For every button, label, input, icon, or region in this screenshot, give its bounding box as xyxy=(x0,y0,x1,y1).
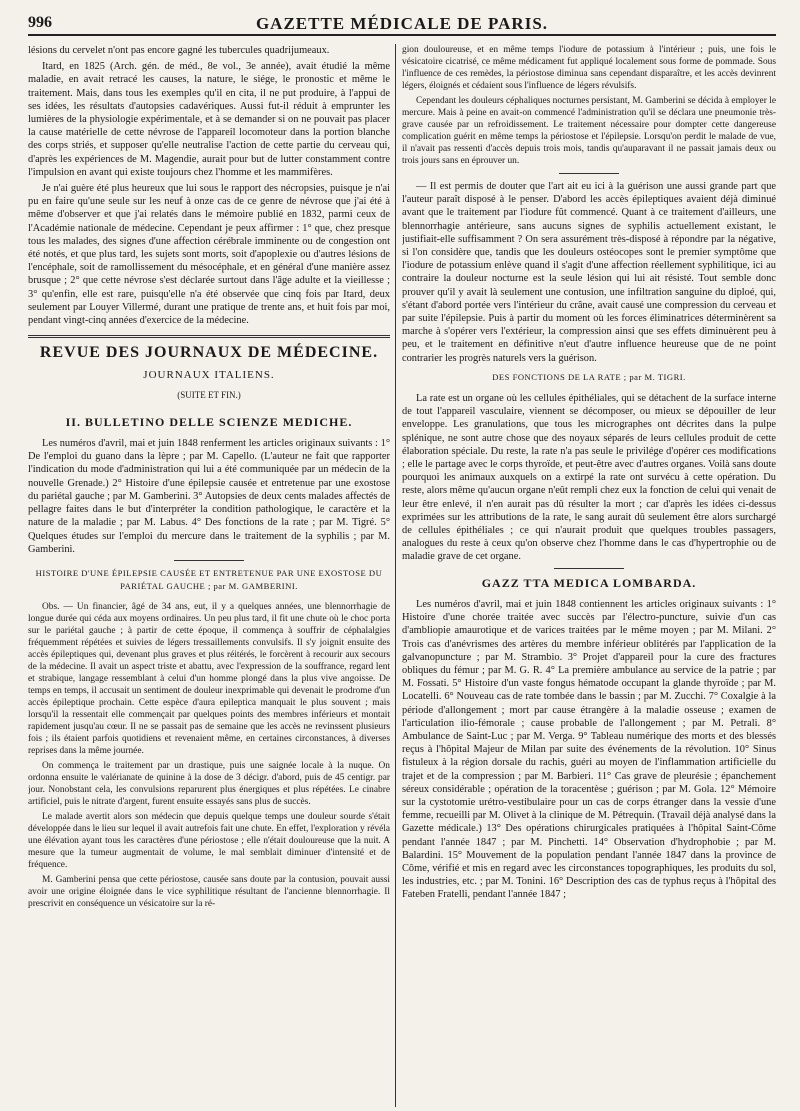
article-title-rate: DES FONCTIONS DE LA RATE ; par M. TIGRI. xyxy=(492,371,686,382)
paragraph: La rate est un organe où les cellules épithéliales, qui se détachent de la surface interne de tout l'appareil vasculaire, viennent se décomposer, ou mieux se dépouiller de leur enveloppe. Les granulations, que tous les micrographes ont décrites dans la pulpe splénique, ne sont autre chose que des noyaux séparés de leurs cellules produit de cette élaboration spéciale. Du reste, la rate n'a pas seule le privilége d'opérer ces modifications ; elle le partage avec le corps thyroïde, et peut-être avec d'autres organes. Voilà sans doute pourquoi les animaux auxquels on a extirpé la rate ont survécu à cette opération. Du reste, alors même qu'aucun organe n'eût rempli chez eux la fonction de celui qui venait de leur être enlevé, il n'en aurait pas dû résulter la mort ; car d'après les idées ci-dessus exprimées sur les attributions de la rate, le sang aurait dû seulement être alors surchargé de cellules épithéliales ; ce qui n'aurait produit que quelques troubles passagers, analogues du reste à ceux qu'on observe chez l'homme dans le cas d'hypertrophie ou de maladie grave de cet organe. xyxy=(402,393,776,563)
section-heading-revue: REVUE DES JOURNAUX DE MÉDECINE. xyxy=(39,344,379,362)
journal-title: GAZETTE MÉDICALE DE PARIS. xyxy=(255,14,549,33)
paragraph: On commença le traitement par un drastique, puis une saignée locale à la nuque. On ordonna ensuite le valérianate de quinine à la dose de 3 décigr. d'abord, puis de 45 centigr. par jour. Nonobstant cela, les convulsions reparurent plus énergiques et plus répétées. Le cinabre artificiel, puis le nitrate d'argent, furent ensuite essayés sans plus de succès. xyxy=(28,761,390,808)
paragraph: Cependant les douleurs céphaliques nocturnes persistant, M. Gamberini se décida à employer le mercure. Mais à peine en avait-on commencé l'administration qu'il se déclara une pneumonie très-grave causée par un refroidissement. Le traitement nécessaire pour dompter cette dangereuse complication guérit en même temps la périostose et l'épilepsie. Lorsqu'on perdit le malade de vue, il n'avait pas ressenti d'accès depuis trois mois, tandis qu'auparavant il ne passait jamais deux ou trois jours sans en éprouver un. xyxy=(402,96,776,166)
paragraph: Itard, en 1825 (Arch. gén. de méd., 8e vol., 3e année), avait étudié la même maladie, en avait retracé les causes, la nature, le siége, le pronostic et même le traitement. Mais, dans tous les exemples qu'il en cita, il ne put produire, à l'appui de ses idées, les résultats d'autopsies cadavériques. Aussi fut-il réduit à emprunter les lumières de la physiologie expérimentale, et à se demander si on ne pouvait pas placer la cause matérielle de cette névrose de l'appareil locomoteur dans la portion blanche des corps striés, et supposer qu'elle neutralise l'action de cette partie du cerveau qui, d'après les expériences de M. Magendie, aurait pour but de lutter constamment contre l'impulsion en avant qui existe toujours chez l'homme et les mammifères. xyxy=(28,61,390,178)
paragraph: Les numéros d'avril, mai et juin 1848 contiennent les articles originaux suivants : 1° Histoire d'une chorée traitée avec succès par l'électro-puncture, suivie d'un cas d'ambliopie amaurotique et de varices traitées par le même moyen ; par M. Milani. 2° Trois cas d'anévrismes des artères du membre inférieur oblitérés par l'application de la galvanopuncture ; par M. Strambio. 3° Projet d'appareil pour la cure des fractures obliques du fémur ; par M. G. R. 4° La première ambulance au service de la patrie ; par M. Fossati. 5° Histoire d'un vaste fongus hématode occupant la glande thyroïde ; par M. Locatelli. 6° Nouveau cas de rate tombée dans le bassin ; par M. Zucchi. 7° Coxalgie à la période d'allongement ; mort par cause étrangère à la maladie osseuse ; examen de l'articulation ilio-fémorale ; cause probable de l'allongement ; par M. Petrali. 8° Ambulance de Saint-Luc ; par M. Verga. 9° Tableau numérique des morts et des blessés reçus à l'hôpital Majeur de Milan par suite des événements de la révolution. 10° Sinus fistuleux à la région dorsale du rachis, guéri au moyen de l'inflammation artificielle du trajet et de la compression ; par M. Barbieri. 11° Cas grave de pleurésie ; épanchement séreux considérable ; opération de la toracentèse ; guérison ; par M. Gola. 12° Mémoire sur la cystotomie urétro-vestibulaire pour un cas de corps étranger dans la vessie d'une femme, recueilli par M. Olivet à la clinique de M. Pétrequin. (Travail déjà analysé dans la Gazette médicale.) 13° Des opérations chirurgicales pratiquées à l'hôpital Saint-Côme pendant l'année 1847 ; par M. Pinchetti. 14° Observation d'hydrophobie ; par M. Balardini. 15° Mouvement de la population pendant l'année 1847 dans la province de Côme, vérifié et mis en regard avec les circonstances topographiques, les produits du sol, les industries, etc. ; par M. Tonini. 16° Description des cas de typhus reçus à l'hôpital des Fateben Fratelli, pendant l'année 1847 ; xyxy=(402,598,776,901)
page-number: 996 xyxy=(28,14,52,31)
short-rule xyxy=(554,568,624,569)
paragraph: Je n'ai guère été plus heureux que lui sous le rapport des nécropsies, puisque je n'ai pu en faire qu'une seule sur les neuf à onze cas de ce genre de névrose que j'ai été à même d'observer et que j'ai relatés dans le mémoire publié en 1832, parmi ceux de l'Académie nationale de médecine. Cependant je peux affirmer : 1° que, chez presque tous les malades, des signes d'une affection cérébrale imminente ou de congestion ont été notés, et que plus tard, les sujets sont morts, soit d'apoplexie ou d'autres lésions de l'encéphale, soit de ramollissement du mésocéphale, et en général d'une manière assez brusque ; 2° que cette névrose s'est déclarée surtout dans l'âge adulte et la vieillesse ; 3° qu'enfin, elle est rare, puisqu'elle n'a été observée que cinq fois par Itard, deux seulement par Louyer Villermé, durant une pratique de trente ans, et huit fois par moi, pendant vingt-cinq années d'exercice de la médecine. xyxy=(28,183,390,327)
short-rule xyxy=(559,173,619,174)
left-column xyxy=(28,44,390,1107)
paragraph: gion douloureuse, et en même temps l'iodure de potassium à l'intérieur ; puis, une fois le vésicatoire cicatrisé, ce même médicament fut appliqué localement sous forme de pommade. Sous l'influence de ces remèdes, la périostose diminua sans cependant disparaître, et les accès devinrent légers, éloignés et cédaient sous l'influence de légers révulsifs. xyxy=(402,45,776,91)
article-title-epilepsie: HISTOIRE D'UNE ÉPILEPSIE CAUSÉE ET ENTRETENUE PAR UNE EXOSTOSE DU PARIÉTAL GAUCHE ; par M. GAMBERINI. xyxy=(35,567,383,592)
paragraph: — Il est permis de douter que l'art ait eu ici à la guérison une aussi grande part que l'auteur paraît disposé à le penser. D'abord les accès épileptiques avaient déjà diminué avant que le traitement par l'iodure fût commencé. Quant à ce traitement d'ailleurs, une blennorrhagie antérieure, sans aucuns signes de syphilis actuellement existant, le justifiait-elle suffisamment ? On sera assurément très-disposé à répondre par la négative, si l'on considère que, tandis que les douleurs ostéocopes sont le premier symptôme que l'iodure de potassium enlève quand il s'agit d'une affection réellement syphilitique, ici au contraire la douleur nocturne est la seule lésion qui lui ait résisté. Tout semble donc prouver qu'il y avait là seulement une contusion, une infiltration sanguine du diploé, qui, s'étant d'abord portée vers l'intérieur du crâne, avait causé une compression du cerveau et par suite l'épilepsie. Puis à partir du moment où les forces éliminatrices déterminèrent sa marche à s'opérer vers l'extérieur, la compression ainsi que ses effets diminuèrent peu à peu, et le traitement en définitive n'eut d'autre influence heureuse que de ne point contrarier les progrès naturels vers la guérison. xyxy=(402,181,776,364)
heading-bulletino: II. BULLETINO DELLE SCIENZE MEDICHE. xyxy=(65,414,353,429)
suite-note: (SUITE ET FIN.) xyxy=(177,389,241,400)
column-divider xyxy=(395,44,396,1107)
short-rule xyxy=(174,560,244,561)
columns xyxy=(28,44,776,1107)
right-column xyxy=(402,44,776,1107)
section-divider xyxy=(28,335,390,338)
page-header xyxy=(28,0,776,36)
paragraph: Les numéros d'avril, mai et juin 1848 renferment les articles originaux suivants : 1° De l'emploi du guano dans la lèpre ; par M. Capello. (L'auteur ne fait que rapporter l'indication du mode d'administration qui lui a été communiquée par un médecin de la nouvelle Grenade.) 2° Histoire d'une épilepsie causée et entretenue par une exostose du pariétal gauche ; par M. Gamberini. 3° Autopsies de deux cents malades affectés de pellagre faites dans le but d'interpréter la condition pathologique, le caractère et la nature de la maladie ; par M. Labus. 4° Des fonctions de la rate ; par M. Tigré. 5° Quelques études sur l'emploi du mercure dans le traitement de la syphilis ; par M. Gamberini. xyxy=(28,438,390,555)
paragraph: Le malade avertit alors son médecin que depuis quelque temps une douleur sourde s'était développée dans le lieu sur lequel il avait autrefois fait une chute. En effet, l'exploration y révéla une élévation ayant tous les caractères d'une périostose ; elle n'était douloureuse que la nuit. A mesure que la tumeur augmentait de volume, le mal semblait diminuer d'intensité et de fréquence. xyxy=(28,812,390,871)
heading-gazzetta: GAZZ TTA MEDICA LOMBARDA. xyxy=(481,575,697,590)
paragraph: M. Gamberini pensa que cette périostose, causée sans doute par la contusion, pouvait aussi avoir une origine éloignée dans le vice syphilitique résultant de l'ancienne blennorrhagie. Il prescrivit en conséquence un vésicatoire sur la ré- xyxy=(28,875,390,910)
paragraph: Obs. — Un financier, âgé de 34 ans, eut, il y a quelques années, une blennorrhagie de longue durée qui céda aux moyens ordinaires. Un peu plus tard, il fit une chute où le choc porta sur le pariétal gauche ; à partir de cette époque, il commença à souffrir de céphalalgies fréquemment répétées et suivies de légers tressaillements convulsifs. Il s'y joignit ensuite des accès épileptiques qui, devenant plus graves et plus réitérés, le forcèrent à recourir aux secours de la médecine. Il avait un aspect triste et abattu, avec l'expression de la souffrance, regard lent et strabique, langage ressemblant à celui d'un homme plongé dans la plus vive angoisse. De temps en temps, il accusait un sentiment de douleur inexprimable qui devenait le prodrome d'un accès épileptique prochain. Cette espèce d'aura epileptica manquait le plus souvent ; mais lorsqu'il la ressentait elle commençait par quelques points des membres inférieurs et montait rapidement jusqu'au cœur. Il ne se passait pas de semaine que les accès ne revinssent plusieurs fois ; ils étaient parfois quotidiens et revenaient même, en certaines circonstances, à diverses reprises dans la même journée. xyxy=(28,602,390,757)
paragraph: lésions du cervelet n'ont pas encore gagné les tubercules quadrijumeaux. xyxy=(28,45,330,56)
subheading-journaux: JOURNAUX ITALIENS. xyxy=(143,369,275,382)
